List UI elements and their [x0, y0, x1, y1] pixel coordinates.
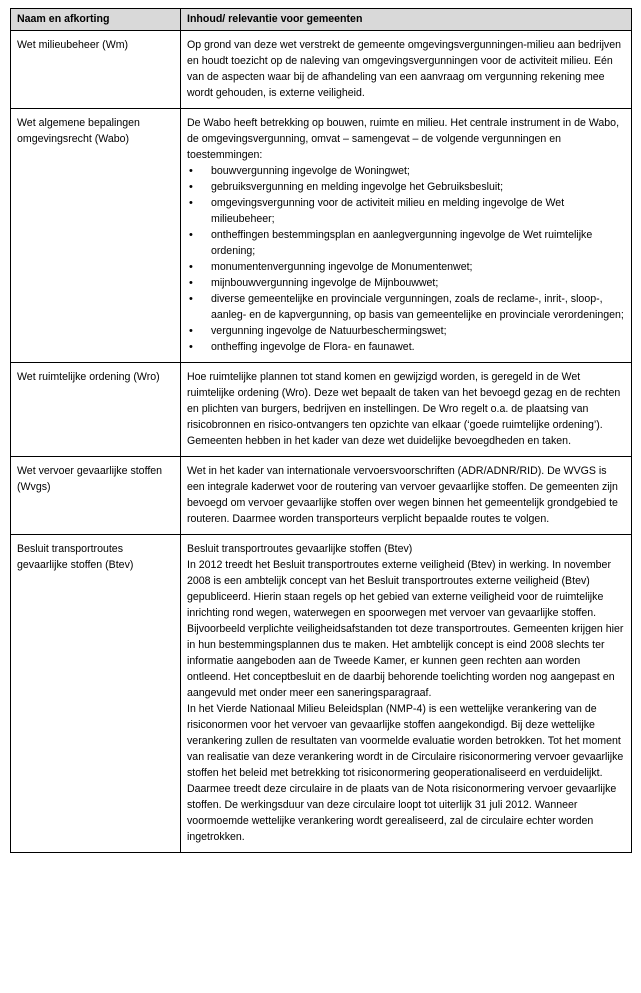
btev-title: Besluit transportroutes gevaarlijke stoffen (Btev) — [187, 543, 413, 555]
list-item: • gebruiksvergunning en melding ingevolge het Gebruiksbesluit; — [187, 179, 625, 195]
table-row — [11, 363, 632, 457]
table-row — [11, 31, 632, 109]
law-name-wabo: Wet algemene bepalingen omgevingsrecht (Wabo) — [11, 109, 181, 363]
legislation-table — [10, 8, 632, 853]
law-content-wabo — [181, 109, 632, 363]
law-content-wm: Op grond van deze wet verstrekt de gemeente omgevingsvergunningen-milieu aan bedrijven en houdt toezicht op de naleving van omgevingsvergunningen voor de activiteit milieu. Eén van de aspecten waar bij de afhandeling van een aanvraag om vergunning rekening mee wordt gehouden, is externe veiligheid. — [181, 31, 632, 109]
list-item: • ontheffing ingevolge de Flora- en faunawet. — [187, 339, 625, 355]
law-name-wvgs: Wet vervoer gevaarlijke stoffen (Wvgs) — [11, 457, 181, 535]
list-item: • mijnbouwvergunning ingevolge de Mijnbouwwet; — [187, 275, 625, 291]
wabo-intro: De Wabo heeft betrekking op bouwen, ruimte en milieu. Het centrale instrument in de Wabo, de omgevingsvergunning, omvat – samengevat – de volgende vergunningen en toestemmingen: — [187, 117, 620, 161]
list-item: • bouwvergunning ingevolge de Woningwet; — [187, 163, 625, 179]
list-item: • monumentenvergunning ingevolge de Monumentenwet; — [187, 259, 625, 275]
law-name-btev: Besluit transportroutes gevaarlijke stoffen (Btev) — [11, 535, 181, 853]
law-content-wvgs: Wet in het kader van internationale vervoersvoorschriften (ADR/ADNR/RID). De WVGS is een integrale kaderwet voor de routering van vervoer gevaarlijke stoffen. De gemeenten zijn bevoegd om vervoer gevaarlijke stoffen over wegen binnen het gemeentelijk grondgebied te routeren. Daarmee worden transporteurs verplicht bepaalde routes te volgen. — [181, 457, 632, 535]
list-item: • vergunning ingevolge de Natuurbeschermingswet; — [187, 323, 625, 339]
list-item: • diverse gemeentelijke en provinciale vergunningen, zoals de reclame-, inrit-, sloop-, aanleg- en de kapvergunning, op basis van gemeentelijke en provinciale verordeningen; — [187, 291, 625, 323]
table-row — [11, 109, 632, 363]
table-row — [11, 535, 632, 853]
law-name-wro: Wet ruimtelijke ordening (Wro) — [11, 363, 181, 457]
header-content-relevance: Inhoud/ relevantie voor gemeenten — [181, 9, 632, 31]
table-row — [11, 457, 632, 535]
btev-paragraph-2: In het Vierde Nationaal Milieu Beleidsplan (NMP-4) is een wettelijke verankering van de risiconormen voor het vervoer van gevaarlijke stoffen aangekondigd. Bij deze wettelijke verankering zullen de resultaten van voormelde evaluatie worden betrokken. Tot het moment van realisatie van deze verankering wordt in de Circulaire risiconormering vervoer gevaarlijke stoffen het beleid met betrekking tot risiconormering geoperationaliseerd en verduidelijkt. Daarmee treedt deze circulaire in de plaats van de Nota risiconormering vervoer gevaarlijke stoffen. De werkingsduur van deze circulaire loopt tot uiterlijk 31 juli 2012. Wanneer voormoemde wettelijke verankering wordt gerealiseerd, zal de circulaire echter worden ingetrokken. — [187, 703, 624, 843]
law-content-btev — [181, 535, 632, 853]
list-item: • ontheffingen bestemmingsplan en aanlegvergunning ingevolge de Wet ruimtelijke ordening; — [187, 227, 625, 259]
list-item: • omgevingsvergunning voor de activiteit milieu en melding ingevolge de Wet milieubeheer; — [187, 195, 625, 227]
law-name-wm: Wet milieubeheer (Wm) — [11, 31, 181, 109]
table-header-row — [11, 9, 632, 31]
header-name-abbreviation: Naam en afkorting — [11, 9, 181, 31]
wabo-permit-list — [187, 163, 625, 355]
btev-paragraph-1: In 2012 treedt het Besluit transportroutes externe veiligheid (Btev) in werking. In november 2008 is een ambtelijk concept van het Besluit transportroutes externe veiligheid (Btev) gepubliceerd. Hierin staan regels op het gebied van externe veiligheid voor de ruimtelijke inrichting rond wegen, waterwegen en spoorwegen met vervoer van gevaarlijke stoffen. Bijvoorbeeld verplichte veiligheidsafstanden tot deze transportroutes. Gemeenten krijgen hier in hun bestemmingsplannen dus te maken. Het ambtelijk concept is eind 2008 slechts ter informatie aangeboden aan de Tweede Kamer, er kunnen geen rechten aan worden ontleend. Het conceptbesluit en de daarbij behorende toelichting worden nog aangepast en aangevuld met onder meer een saneringsparagraaf. — [187, 559, 624, 699]
law-content-wro: Hoe ruimtelijke plannen tot stand komen en gewijzigd worden, is geregeld in de Wet ruimtelijke ordening (Wro). Deze wet bepaalt de taken van het bevoegd gezag en de rechten en plichten van burgers, bedrijven en instellingen. De Wro regelt o.a. de plaatsing van risicobronnen en risico-ontvangers ten opzichte van elkaar (‘goede ruimtelijke ordening’). Gemeenten hebben in het kader van deze wet duidelijke bevoegdheden en taken. — [181, 363, 632, 457]
